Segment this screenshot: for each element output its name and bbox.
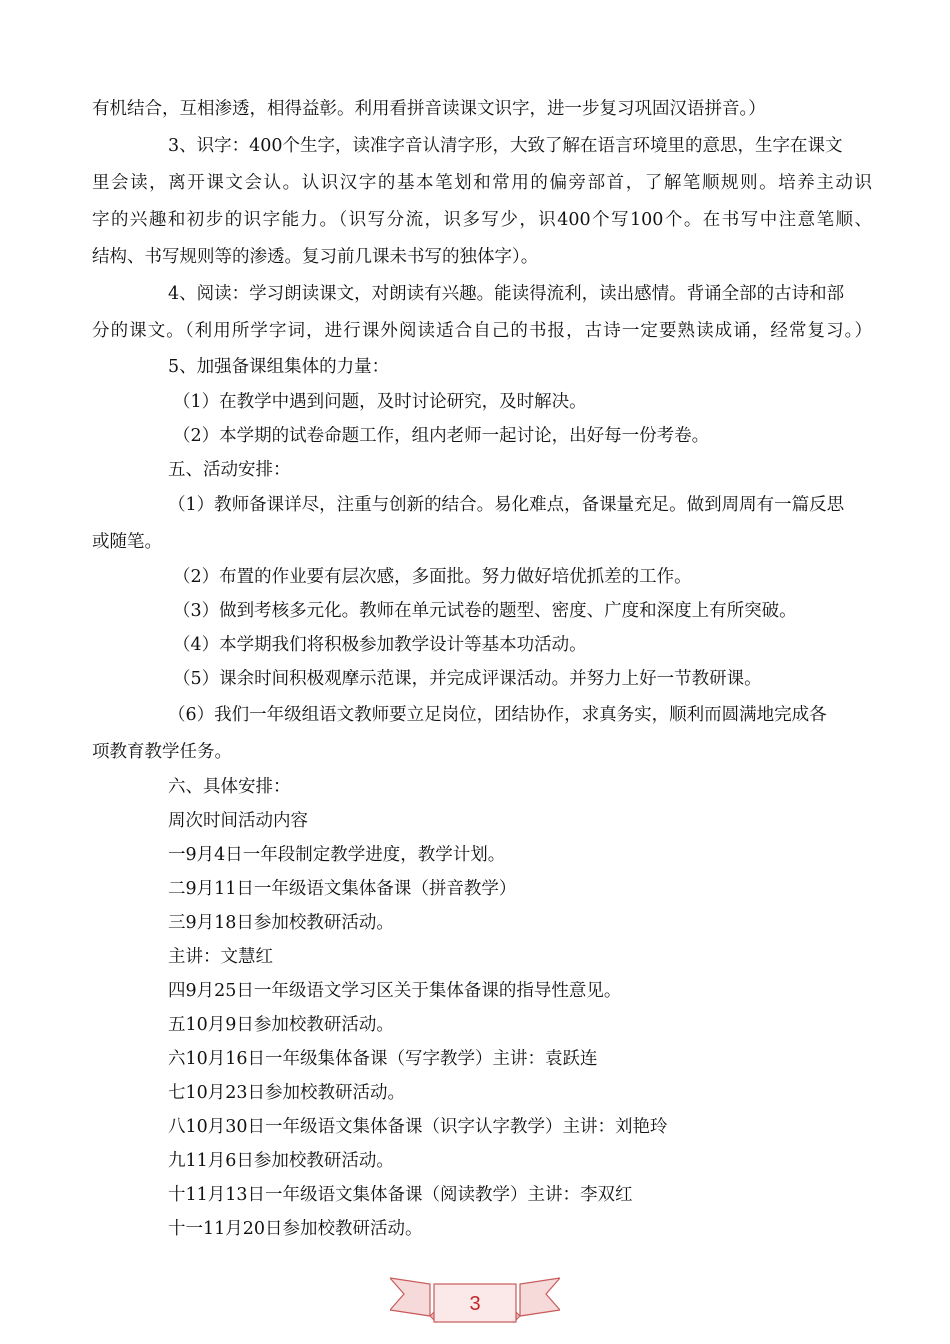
- page-number: 3: [469, 1293, 481, 1315]
- text-line: 有机结合，互相渗透，相得益彰。利用看拼音读课文识字，进一步复习巩固汉语拼音。）: [92, 99, 766, 119]
- text-line: 4、阅读：学习朗读课文，对朗读有兴趣。能读得流利，读出感情。背诵全部的古诗和部: [168, 284, 845, 304]
- schedule-row: 六10月16日一年级集体备课（写字教学）主讲：袁跃连: [168, 1049, 598, 1069]
- text-line: （6）我们一年级组语文教师要立足岗位，团结协作，求真务实，顺利而圆满地完成各: [168, 705, 827, 725]
- schedule-row: 七10月23日参加校教研活动。: [168, 1083, 406, 1103]
- schedule-row: 二9月11日一年级语文集体备课（拼音教学）: [168, 879, 517, 899]
- text-line: （1）在教学中遇到问题，及时讨论研究，及时解决。: [173, 392, 587, 412]
- text-line: （3）做到考核多元化。教师在单元试卷的题型、密度、广度和深度上有所突破。: [173, 601, 797, 621]
- text-line: （1）教师备课详尽，注重与创新的结合。易化难点，备课量充足。做到周周有一篇反思: [168, 495, 845, 515]
- text-line: （5）课余时间积极观摩示范课，并完成评课活动。并努力上好一节教研课。: [173, 669, 762, 689]
- text-line: 分的课文。（利用所学字词，进行课外阅读适合自己的书报，古诗一定要熟读成诵，经常复习。）: [92, 321, 872, 341]
- schedule-row: 九11月6日参加校教研活动。: [168, 1151, 394, 1171]
- section-heading: 六、具体安排：: [168, 777, 291, 797]
- text-line: 或随笔。: [92, 532, 162, 552]
- text-line: 结构、书写规则等的渗透。复习前几课未书写的独体字）。: [92, 247, 539, 267]
- schedule-row: 三9月18日参加校教研活动。: [168, 913, 394, 933]
- schedule-row: 十一11月20日参加校教研活动。: [168, 1219, 423, 1239]
- text-line: 5、加强备课组集体的力量：: [168, 357, 390, 377]
- schedule-row: 十11月13日一年级语文集体备课（阅读教学）主讲：李双红: [168, 1185, 633, 1205]
- text-line: （2）布置的作业要有层次感，多面批。努力做好培优抓差的工作。: [173, 567, 692, 587]
- text-line: 项教育教学任务。: [92, 742, 232, 762]
- text-line: 字的兴趣和初步的识字能力。（识写分流，识多写少，识400个写100个。在书写中注意笔顺、: [92, 210, 872, 230]
- text-line: （2）本学期的试卷命题工作，组内老师一起讨论，出好每一份考卷。: [173, 426, 710, 446]
- schedule-header: 周次时间活动内容: [168, 811, 308, 831]
- schedule-row: 八10月30日一年级语文集体备课（识字认字教学）主讲：刘艳玲: [168, 1117, 668, 1137]
- text-line: 里会读，离开课文会认。认识汉字的基本笔划和常用的偏旁部首，了解笔顺规则。培养主动识: [92, 173, 872, 193]
- schedule-row: 一9月4日一年段制定教学进度，教学计划。: [168, 845, 506, 865]
- schedule-row: 主讲：文慧红: [168, 947, 273, 967]
- schedule-row: 五10月9日参加校教研活动。: [168, 1015, 394, 1035]
- section-heading: 五、活动安排：: [168, 460, 291, 480]
- page-number-ribbon: [390, 1270, 560, 1334]
- text-line: （4）本学期我们将积极参加教学设计等基本功活动。: [173, 635, 587, 655]
- schedule-row: 四9月25日一年级语文学习区关于集体备课的指导性意见。: [168, 981, 622, 1001]
- text-line: 3、识字：400个生字，读准字音认清字形，大致了解在语言环境里的意思，生字在课文: [168, 136, 843, 156]
